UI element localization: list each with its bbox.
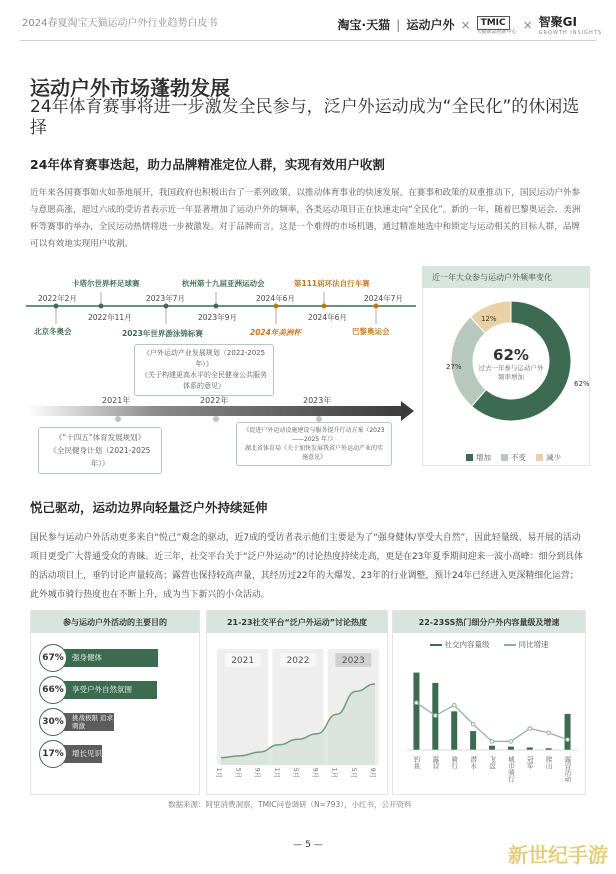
- page-subtitle: 24年体育赛事将进一步激发全民参与，泛户外运动成为“全民化”的休闲选择: [30, 97, 580, 138]
- legend-item: 增加: [466, 452, 491, 463]
- month-tick: 5月: [234, 767, 243, 779]
- policy-box-2021: 《“十四五”体育发展规划》 《全民健身计划（2021-2025年）》: [38, 427, 162, 474]
- hotitems-card: [392, 610, 586, 795]
- event-label: 第111届环法自行车赛: [294, 279, 370, 288]
- bar: [489, 746, 495, 750]
- legend-item: 同比增速: [504, 639, 549, 650]
- bar: [451, 711, 457, 750]
- month-tick: 1月: [215, 767, 223, 779]
- event-label: 2024年美洲杯: [250, 328, 301, 337]
- event-date: 2024年7月: [364, 294, 403, 303]
- month-tick: 1月: [272, 767, 281, 779]
- category-label: 飞盘: [488, 756, 496, 769]
- ae-logo: 智聚GI GROWTH INSIGHTS: [538, 15, 602, 36]
- event-label: 巴黎奥运会: [352, 327, 390, 336]
- hotitems-chart: [393, 650, 587, 795]
- legend-item: 不变: [501, 452, 526, 463]
- growth-line: [416, 703, 567, 742]
- donut-label: 62%: [574, 380, 590, 388]
- event-date: 2024年6月: [256, 294, 295, 303]
- heat-chart: [207, 633, 389, 793]
- header-divider: [20, 40, 596, 41]
- legend-item: 社交内容量级: [430, 639, 490, 650]
- growth-point: [415, 701, 419, 705]
- month-tick: 5月: [292, 767, 300, 779]
- card-title: 21-23社交平台“泛户外运动”讨论热度: [207, 611, 387, 633]
- section-paragraph: 近年来各国赛事如火如荼地展开，我国政府也积极出台了一系列政策，以推动体育事业的快速发展。在赛事和政策的双重推动下，国民运动户外参与意愿高涨，超过六成的受访者表示近一年显著增加了运动户外的频率，各类运动项目正在快速走向“全民化”。新的一年，随着巴黎奥运会、美洲杯等赛事的举办，全民运动热情将进一步被激发。对于品牌而言，这是一个难得的市场机遇，通过精准地选中和锁定与运动相关的目标人群，品牌可以有效地实现用户收割。: [30, 188, 581, 249]
- year-label: 2021年: [102, 396, 131, 405]
- donut-center-label: 过去一年参与运动户外频率增加: [478, 364, 544, 381]
- report-title: 2024春夏淘宝天猫运动户外行业趋势白皮书: [22, 18, 218, 29]
- category-label: 爬山: [544, 756, 553, 769]
- category-label: 露营活动: [563, 756, 572, 782]
- policy-box-2023: 《促进户外运动设施建设与服务提升行动方案（2023——2025 年）》 湖北省体育局《关于加快发展我省户外运动产业的实施意见》: [236, 422, 392, 466]
- year-label: 2022: [286, 656, 310, 666]
- growth-point: [490, 740, 494, 744]
- event-date: 2024年6月: [308, 313, 347, 322]
- event-label: 北京冬奥会: [34, 327, 72, 336]
- growth-point: [547, 731, 551, 735]
- category-label: 潜水: [469, 756, 478, 769]
- event-date: 2023年7月: [146, 294, 185, 303]
- bar: [508, 747, 514, 750]
- purpose-item: 30% 挑战极限 追求刺激: [39, 711, 199, 733]
- bar: [470, 731, 476, 750]
- category-label: 冠军: [525, 756, 534, 769]
- growth-point: [566, 738, 570, 742]
- donut-label: 27%: [446, 363, 462, 371]
- purpose-item: 66% 享受户外自然氛围: [39, 679, 199, 701]
- bar: [413, 673, 419, 750]
- event-date: 2022年2月: [38, 294, 77, 303]
- year-label: 2023: [341, 656, 365, 666]
- month-tick: 9月: [311, 767, 320, 779]
- tmic-logo: TMIC 天猫新品创新中心: [476, 18, 517, 35]
- growth-point: [434, 714, 438, 718]
- page-number: — 5 —: [293, 840, 323, 850]
- times-icon: ×: [460, 17, 471, 32]
- category-label: 露营: [431, 756, 440, 769]
- donut-center-value: 62%: [493, 346, 529, 364]
- page-title: 运动户外市场蓬勃发展: [30, 76, 230, 100]
- bar: [565, 714, 571, 750]
- category-label: 城市骑行: [506, 756, 515, 782]
- event-date: 2023年9月: [198, 313, 237, 322]
- growth-point: [528, 727, 532, 731]
- hotitems-legend: [393, 639, 585, 650]
- purposes-card: [30, 610, 200, 795]
- year-label: 2023年: [303, 396, 332, 405]
- legend-item: 减少: [536, 452, 561, 463]
- growth-point: [452, 703, 456, 707]
- data-source: 数据来源：阿里消费洞察，TMIC问卷调研（N=793），小红书，公开资料: [168, 800, 412, 809]
- month-tick: 1月: [330, 767, 339, 779]
- event-label: 杭州第十九届亚洲运动会: [182, 279, 265, 288]
- card-title: 参与运动户外活动的主要目的: [31, 611, 199, 633]
- event-label: 卡塔尔世界杯足球赛: [72, 279, 140, 288]
- purpose-item: 67% 强身健体: [39, 647, 199, 669]
- event-date: 2022年11月: [88, 313, 132, 322]
- events-timeline: [26, 264, 418, 469]
- policy-box-2022: 《户外运动产业发展规划（2022-2025年）》 《关于构建更高水平的全民健身公共服务体系的意见》: [134, 344, 274, 396]
- year-label: 2022年: [200, 396, 229, 405]
- donut-legend: [466, 452, 561, 463]
- sport-logo: 运动户外: [406, 18, 455, 32]
- year-label: 2021: [231, 656, 255, 666]
- purpose-item: 17% 增长见识: [39, 743, 199, 765]
- event-label: 2023年世界游泳锦标赛: [122, 329, 203, 338]
- month-tick: 9月: [369, 767, 377, 779]
- category-label: 钓鱼: [412, 756, 421, 769]
- section-paragraph: 国民参与运动户外活动更多来自“悦己”观念的驱动，近7成的受访者表示他们主要是为了“强身健体/享受大自然”，因此轻量级、易开展的活动项目更受广大普通受众的青睐。近三年，社交平台关于“泛户外运动”的讨论热度持续走高，更是在23年夏季期间迎来一波小高峰：细分到具体的活动项目上，垂钓讨论声量较高；露营也保持较高声量，其经历过22年的大爆发、23年的行业调整，预计24年已经进入更深精细化运营；此外城市骑行热度也在不断上升，成为当下新兴的小众活动。: [30, 533, 583, 600]
- donut-label: 12%: [481, 315, 497, 323]
- section-heading: 悦己驱动，运动边界向轻量泛户外持续延伸: [30, 500, 268, 515]
- taobao-logo: 淘宝·天猫: [337, 18, 391, 32]
- times-icon: ×: [522, 17, 533, 32]
- donut-title: 近一年大众参与运动户外频率变化: [422, 266, 590, 288]
- watermark: 新世纪手游: [508, 843, 608, 867]
- growth-point: [471, 722, 475, 726]
- month-tick: 5月: [349, 767, 358, 779]
- logo-group: 淘宝·天猫 | 运动户外 × TMIC 天猫新品创新中心 × 智聚GI GROWTH INSIGHTS: [337, 15, 602, 36]
- section-heading: 24年体育赛事迭起，助力品牌精准定位人群，实现有效用户收割: [30, 157, 385, 172]
- card-title: 22-23SS热门细分户外内容量级及增速: [393, 611, 585, 633]
- growth-point: [509, 740, 513, 744]
- category-label: 骑行: [450, 756, 459, 769]
- month-tick: 9月: [253, 767, 262, 779]
- heat-card: [206, 610, 388, 795]
